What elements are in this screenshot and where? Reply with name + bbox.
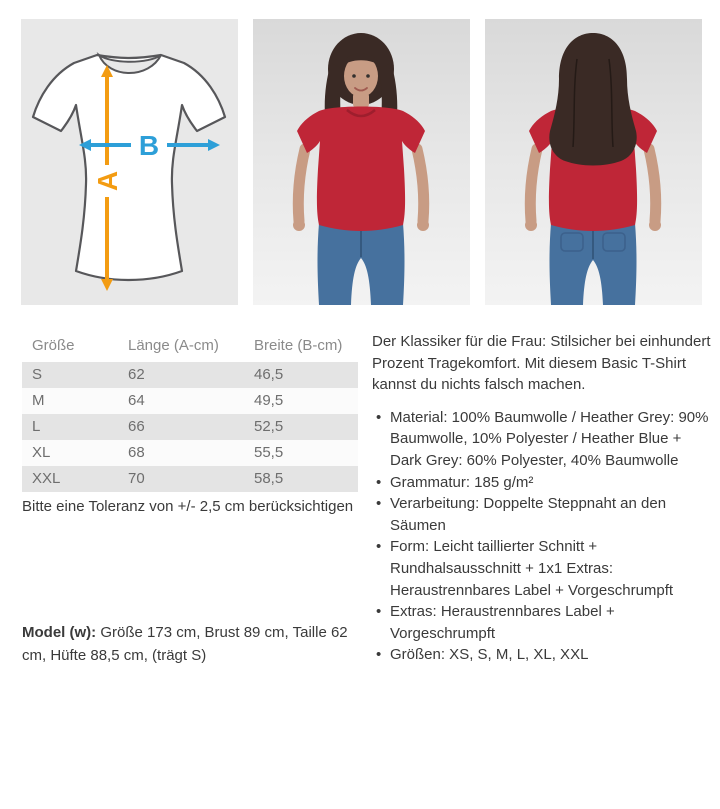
model-info-text: Größe 173 cm, Brust 89 cm, Taille 62 cm, Hüfte 88,5 cm, (trägt S)	[22, 624, 348, 664]
cell-length: 70	[128, 470, 145, 487]
cell-size: S	[32, 366, 43, 383]
eye-right	[366, 74, 370, 78]
product-gallery	[21, 19, 702, 305]
cell-length: 68	[128, 444, 145, 461]
hair-back	[549, 33, 636, 166]
jeans-back	[550, 223, 637, 305]
cell-width: 52,5	[254, 418, 284, 435]
model-info-label: Model (w):	[22, 624, 97, 641]
bullet-item: • Größen: XS, S, M, L, XL, XXL	[372, 644, 713, 666]
cell-size: XL	[32, 444, 51, 461]
bullet-item: • Extras: Heraustrennbares Label + Vorgeschrumpft	[372, 601, 713, 644]
col-header-breite: Breite (B-cm)	[244, 331, 358, 362]
model-front-photo	[253, 19, 470, 305]
description-intro: Der Klassiker für die Frau: Stilsicher bei einhundert Prozent Tragekomfort. Mit diesem Basic T-Shirt kannst du nichts falsch machen.	[372, 333, 711, 394]
cell-size: L	[32, 418, 41, 435]
size-table-body	[22, 362, 358, 492]
size-diagram-svg	[21, 19, 238, 305]
size-table-header-row	[22, 331, 358, 362]
tshirt-outline	[33, 55, 225, 280]
tshirt-front	[297, 107, 425, 232]
cell-size: M	[32, 392, 45, 409]
cell-length: 64	[128, 392, 145, 409]
table-row	[22, 388, 358, 414]
jeans-front	[318, 223, 405, 305]
table-row	[22, 362, 358, 388]
size-table	[22, 331, 358, 492]
cell-length: 66	[128, 418, 145, 435]
cell-size: XXL	[32, 470, 61, 487]
cell-width: 58,5	[254, 470, 284, 487]
col-header-groesse: Größe	[22, 331, 118, 362]
bullet-item: • Verarbeitung: Doppelte Steppnaht an den Säumen	[372, 493, 713, 536]
bullet-item: • Grammatur: 185 g/m²	[372, 472, 713, 494]
table-row	[22, 466, 358, 492]
cell-width: 46,5	[254, 366, 284, 383]
description-bullets	[372, 407, 713, 666]
model-front-figure	[253, 19, 470, 305]
table-row	[22, 440, 358, 466]
cell-width: 49,5	[254, 392, 284, 409]
tolerance-note: Bitte eine Toleranz von +/- 2,5 cm berücksichtigen	[22, 498, 354, 515]
table-row	[22, 414, 358, 440]
arrow-b-label: B	[138, 130, 160, 161]
col-header-laenge: Länge (A-cm)	[118, 331, 244, 362]
model-info	[22, 622, 370, 667]
eye-left	[352, 74, 356, 78]
product-description	[372, 331, 713, 666]
cell-length: 62	[128, 366, 145, 383]
bullet-item: • Form: Leicht taillierter Schnitt + Rundhalsausschnitt + 1x1 Extras: Heraustrennbares Label + Vorgeschrumpft	[372, 536, 713, 601]
size-diagram-panel	[21, 19, 238, 305]
model-back-photo	[485, 19, 702, 305]
arrow-a-label: A	[92, 170, 123, 192]
bullet-item: • Material: 100% Baumwolle / Heather Grey: 90% Baumwolle, 10% Polyester / Heather Blue + Dark Grey: 60% Polyester, 40% Baumwolle	[372, 407, 713, 472]
model-back-figure	[485, 19, 702, 305]
cell-width: 55,5	[254, 444, 284, 461]
